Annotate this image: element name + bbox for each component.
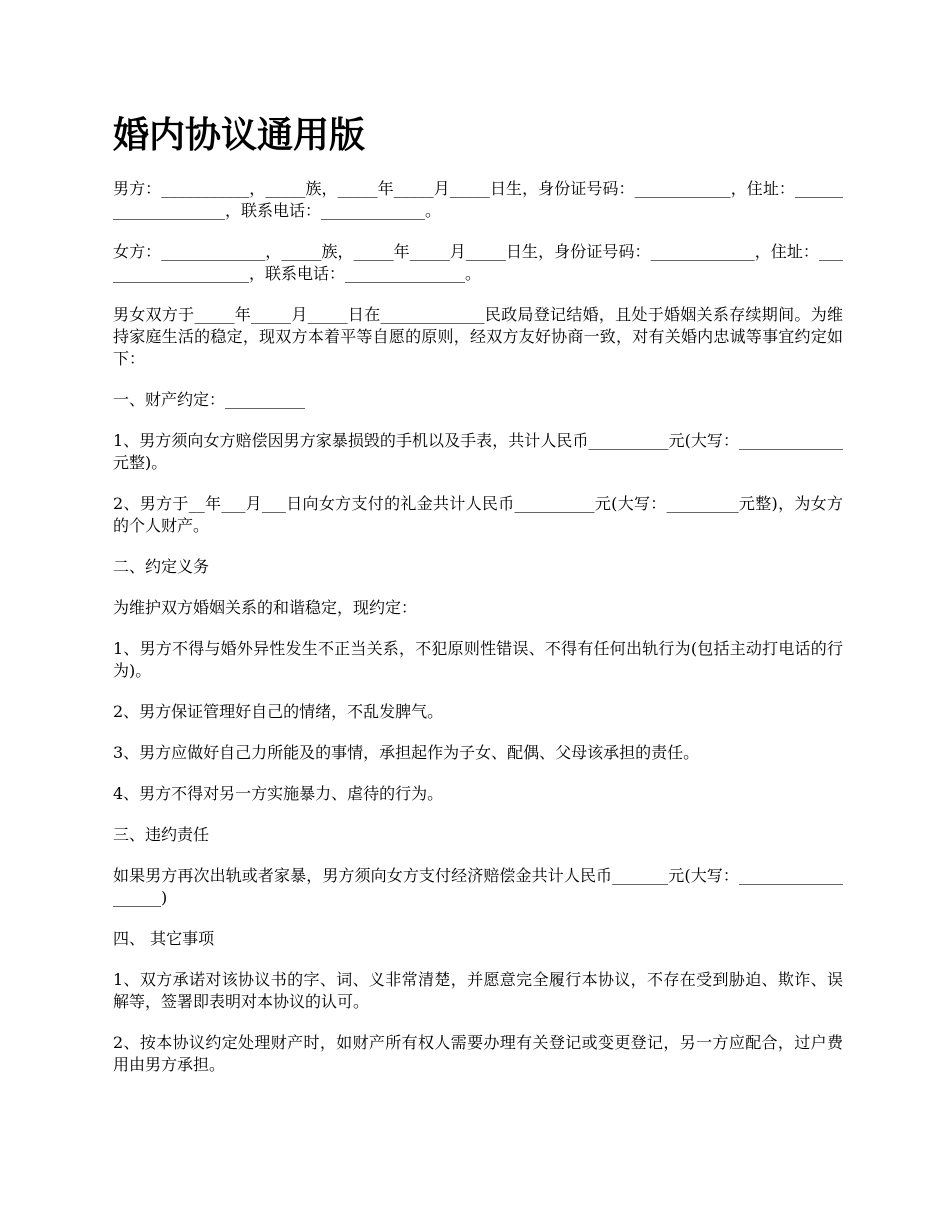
male-party-info: 男方：___________，_____族，_____年_____月_____日生，身份证号码：____________，住址：____________________，联系电话：_____________。 (113, 179, 843, 220)
document-title: 婚内协议通用版 (113, 115, 366, 156)
section-heading-obligations: 二、约定义务 (113, 557, 210, 576)
obligation-clause-1: 1、男方不得与婚外异性发生不正当关系，不犯原则性错误、不得有任何出轨行为(包括主动打电话的行为)。 (113, 639, 843, 680)
obligation-clause-2: 2、男方保证管理好自己的情绪，不乱发脾气。 (113, 702, 444, 721)
preamble-paragraph: 男女双方于_____年_____月_____日在_____________民政局登记结婚，且处于婚姻关系存续期间。为维持家庭生活的稳定，现双方本着平等自愿的原则，经双方友好协商一致，对有关婚内忠诚等事宜约定如下： (113, 305, 843, 368)
obligation-clause-3: 3、男方应做好自己力所能及的事情，承担起作为子女、配偶、父母该承担的责任。 (113, 743, 700, 762)
property-clause-2: 2、男方于__年___月___日向女方支付的礼金共计人民币__________元(大写：_________元整)，为女方的个人财产。 (113, 494, 843, 535)
section-heading-other: 四、 其它事项 (113, 929, 215, 948)
liability-clause: 如果男方再次出轨或者家暴，男方须向女方支付经济赔偿金共计人民币_______元(大写：___________________) (113, 866, 843, 907)
female-party-info: 女方：_____________，_____族，_____年_____月_____日生，身份证号码：_____________，住址：____________________，联系电话：_______________。 (113, 242, 843, 283)
other-clause-1: 1、双方承诺对该协议书的字、词、义非常清楚，并愿意完全履行本协议，不存在受到胁迫、欺诈、误解等，签署即表明对本协议的认可。 (113, 970, 843, 1011)
document-page (113, 110, 843, 1095)
obligations-intro: 为维护双方婚姻关系的和谐稳定，现约定： (113, 598, 418, 617)
other-clause-2: 2、按本协议约定处理财产时，如财产所有权人需要办理有关登记或变更登记，另一方应配合，过户费用由男方承担。 (113, 1033, 843, 1074)
section-heading-liability: 三、违约责任 (113, 825, 210, 844)
section-heading-property: 一、财产约定：__________ (113, 390, 306, 409)
property-clause-1: 1、男方须向女方赔偿因男方家暴损毁的手机以及手表，共计人民币__________元(大写：_____________元整)。 (113, 431, 843, 472)
obligation-clause-4: 4、男方不得对另一方实施暴力、虐待的行为。 (113, 784, 444, 803)
